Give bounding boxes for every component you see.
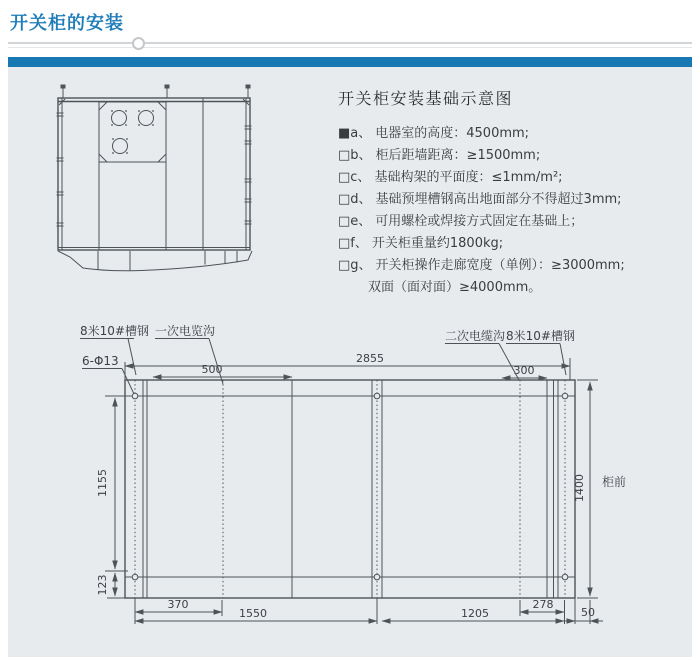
bullet-open-square: □d、: [338, 192, 372, 207]
page-title: 开关柜的安装: [10, 13, 124, 34]
label-channel-steel-left: 8米10#槽钢: [80, 324, 149, 338]
dim-123: 123: [96, 574, 109, 596]
dim-1205: 1205: [461, 607, 489, 620]
lifting-bolt-icon: [61, 85, 251, 99]
dim-1550: 1550: [239, 607, 267, 620]
dim-50: 50: [581, 606, 595, 619]
label-primary-cable-trench: 一次电览沟: [155, 324, 216, 338]
spec-item-g: [338, 255, 688, 277]
spec-item-a: [338, 123, 688, 145]
spec-item-f: [338, 233, 688, 255]
dim-500: 500: [201, 363, 223, 376]
label-secondary-cable-trench: 二次电缆沟: [445, 329, 506, 343]
dim-1400: 1400: [573, 474, 586, 502]
foundation-plan-drawing: [60, 318, 645, 643]
section-divider: [8, 42, 692, 48]
dim-total-width: 2855: [356, 352, 384, 365]
spec-item-d: [338, 189, 688, 211]
divider-knob: [132, 37, 145, 50]
spec-item-g-line2: [338, 277, 688, 299]
accent-bar: [8, 57, 692, 67]
bullet-filled-square: ■a、: [338, 126, 372, 141]
spec-item-e: [338, 211, 688, 233]
spec-text: 开关柜重量约1800kg;: [371, 236, 504, 251]
bullet-open-square: □e、: [338, 214, 372, 229]
spec-item-b: [338, 145, 688, 167]
info-block: [338, 86, 688, 299]
spec-text: 柜后距墙距离：≥1500mm;: [375, 148, 541, 163]
label-channel-steel-right: 8米10#槽钢: [506, 329, 575, 343]
dim-370: 370: [167, 598, 189, 611]
spec-text: 双面（面对面）≥4000mm。: [368, 280, 542, 295]
hinge-marks-icon: [57, 113, 252, 226]
spec-text: 基础构架的平面度：≤1mm/m²;: [374, 170, 563, 185]
label-mounting-holes: 6-Φ13: [82, 354, 119, 368]
dim-300: 300: [513, 364, 535, 377]
anchor-bolt-icon: [132, 393, 568, 580]
dim-278: 278: [532, 598, 554, 611]
spec-item-c: [338, 167, 688, 189]
spec-text: 可用螺栓或焊接方式固定在基础上；: [375, 214, 584, 229]
spec-text: 电器室的高度：4500mm;: [375, 126, 530, 141]
bullet-open-square: □c、: [338, 170, 371, 185]
spec-text: 基础预埋槽钢高出地面部分不得超过3mm;: [375, 192, 622, 207]
bullet-open-square: □b、: [338, 148, 372, 163]
spec-text: 开关柜操作走廊宽度（单例）：≥3000mm;: [375, 258, 625, 273]
vent-hole-icon: [111, 110, 154, 154]
cabinet-top-view-drawing: [50, 80, 265, 295]
dim-1155: 1155: [96, 469, 109, 497]
label-cabinet-front: 柜前: [602, 475, 627, 489]
bullet-open-square: □f、: [338, 236, 368, 251]
info-heading: 开关柜安装基础示意图: [338, 89, 514, 108]
bullet-open-square: □g、: [338, 258, 372, 273]
